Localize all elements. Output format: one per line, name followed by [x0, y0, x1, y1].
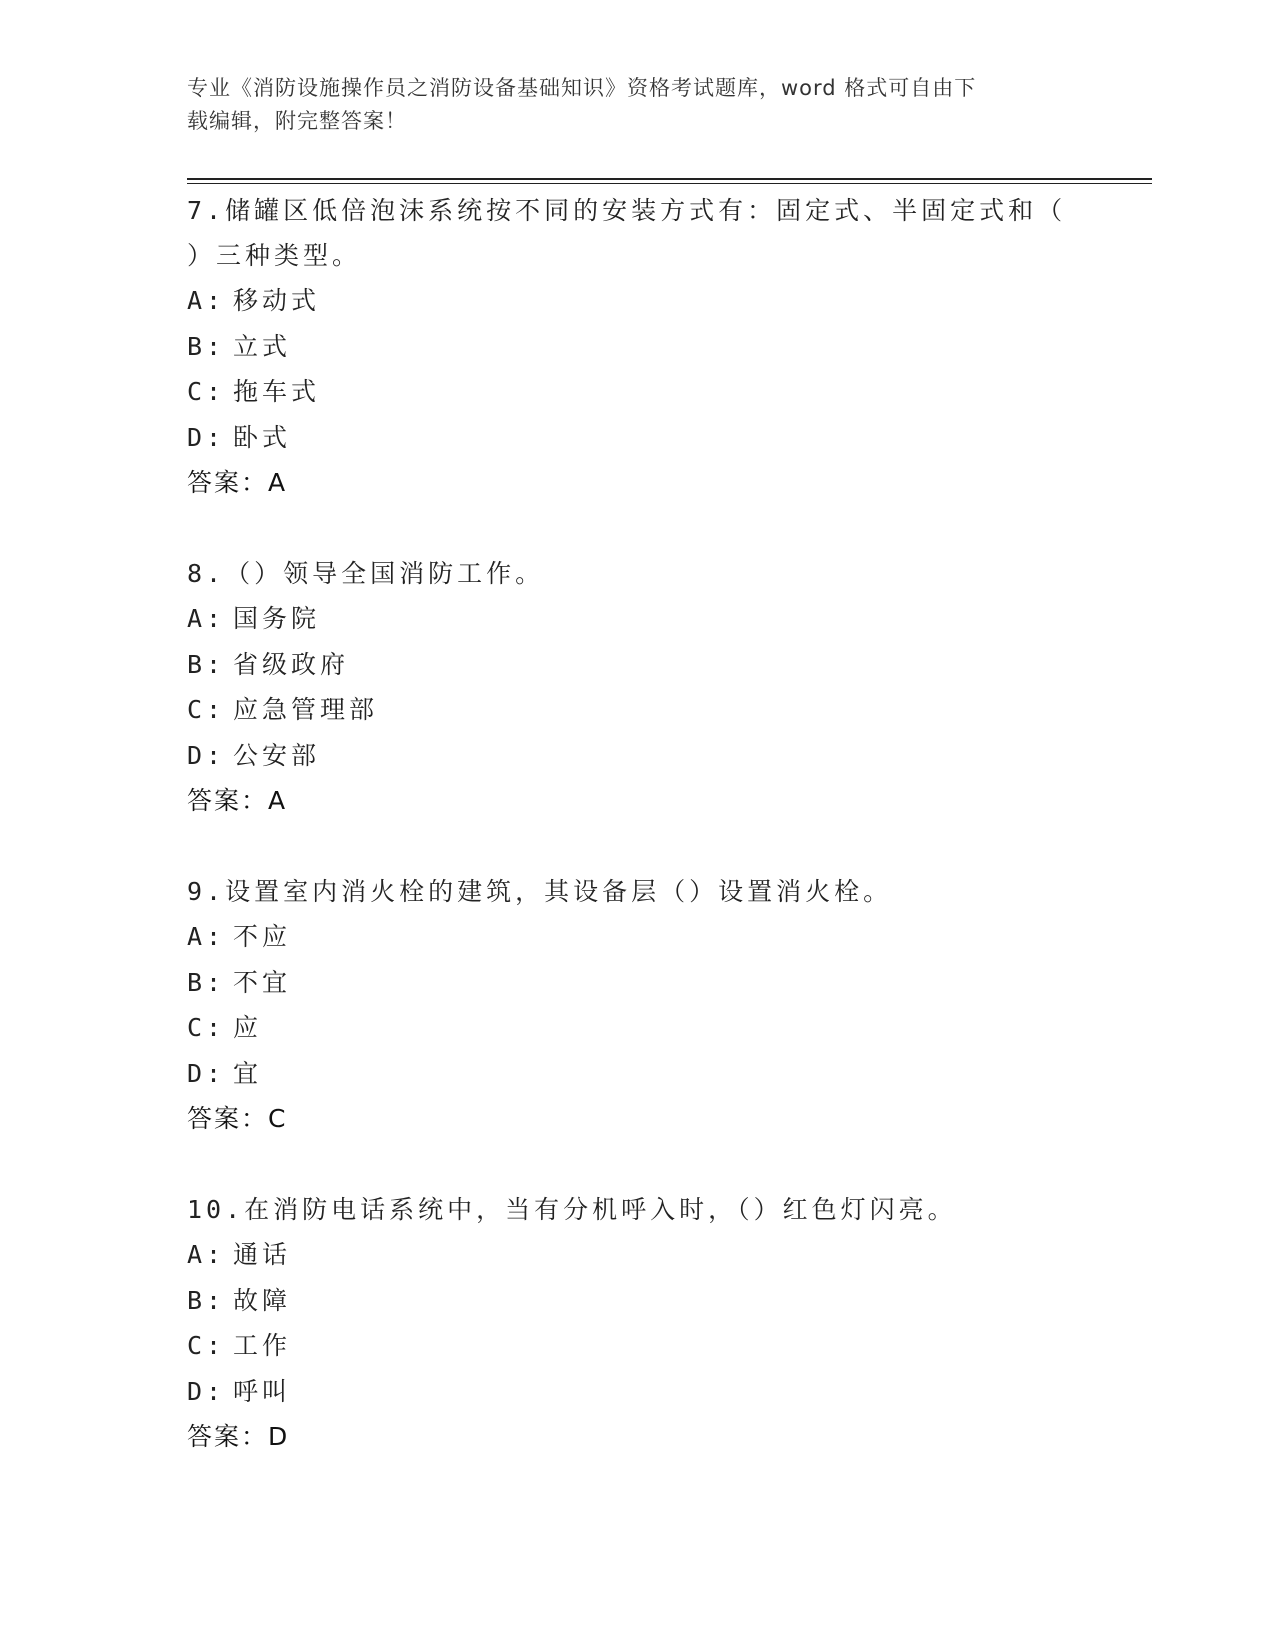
option-d [187, 1369, 1087, 1415]
header-divider-thin [187, 183, 1152, 184]
option-letter: B: [187, 649, 226, 679]
option-b [187, 642, 1087, 688]
option-c [187, 369, 1087, 415]
option-b [187, 960, 1087, 1006]
option-text: 拖车式 [233, 377, 321, 406]
header-line-1: 专业《消防设施操作员之消防设备基础知识》资格考试题库，word 格式可自由下 [187, 76, 977, 100]
option-b [187, 1278, 1087, 1324]
question-10 [187, 1187, 1087, 1459]
document-header [187, 72, 1067, 138]
question-text: 7.储罐区低倍泡沫系统按不同的安装方式有：固定式、半固定式和（ [187, 196, 1067, 225]
option-letter: A: [187, 604, 226, 633]
option-text: 公安部 [233, 740, 321, 770]
option-letter: D: [187, 740, 226, 770]
answer-line: 答案：A [187, 786, 288, 815]
question-list [187, 188, 1087, 1505]
option-letter: D: [187, 422, 226, 452]
option-text: 立式 [233, 331, 292, 361]
option-a [187, 278, 1087, 324]
option-letter: B: [187, 967, 226, 997]
question-9 [187, 869, 1087, 1141]
question-text: 8.（）领导全国消防工作。 [187, 559, 545, 588]
option-c [187, 687, 1087, 733]
option-d [187, 733, 1087, 779]
option-a [187, 596, 1087, 642]
option-c [187, 1005, 1087, 1051]
question-text: 10.在消防电话系统中，当有分机呼入时，（）红色灯闪亮。 [187, 1195, 957, 1224]
option-letter: A: [187, 1240, 226, 1269]
option-letter: C: [187, 695, 226, 724]
option-a [187, 914, 1087, 960]
option-d [187, 415, 1087, 461]
answer-line: 答案：D [187, 1422, 290, 1451]
answer-line: 答案：C [187, 1104, 288, 1133]
question-8 [187, 551, 1087, 823]
option-text: 应 [233, 1013, 263, 1042]
option-text: 工作 [233, 1331, 292, 1360]
option-text: 宜 [233, 1058, 263, 1088]
option-letter: D: [187, 1058, 226, 1088]
option-letter: B: [187, 1285, 226, 1315]
option-letter: A: [187, 286, 226, 315]
option-letter: A: [187, 922, 226, 951]
option-letter: B: [187, 331, 226, 361]
header-line-2: 载编辑，附完整答案！ [187, 109, 407, 133]
option-text: 不宜 [233, 967, 292, 997]
option-text: 省级政府 [233, 649, 350, 679]
option-b [187, 324, 1087, 370]
option-letter: D: [187, 1376, 226, 1406]
option-letter: C: [187, 377, 226, 406]
option-a [187, 1232, 1087, 1278]
option-text: 不应 [233, 922, 292, 951]
answer-line: 答案：A [187, 468, 288, 497]
question-text: 9.设置室内消火栓的建筑，其设备层（）设置消火栓。 [187, 877, 893, 906]
question-text-continued: ）三种类型。 [187, 241, 362, 270]
option-text: 卧式 [233, 422, 292, 452]
option-letter: C: [187, 1331, 226, 1360]
option-c [187, 1323, 1087, 1369]
option-letter: C: [187, 1013, 226, 1042]
option-text: 通话 [233, 1240, 292, 1269]
option-d [187, 1051, 1087, 1097]
option-text: 呼叫 [233, 1376, 292, 1406]
question-7 [187, 188, 1087, 505]
header-divider-thick [187, 178, 1152, 180]
option-text: 国务院 [233, 604, 321, 633]
option-text: 移动式 [233, 286, 321, 315]
option-text: 应急管理部 [233, 695, 379, 724]
option-text: 故障 [233, 1285, 292, 1315]
